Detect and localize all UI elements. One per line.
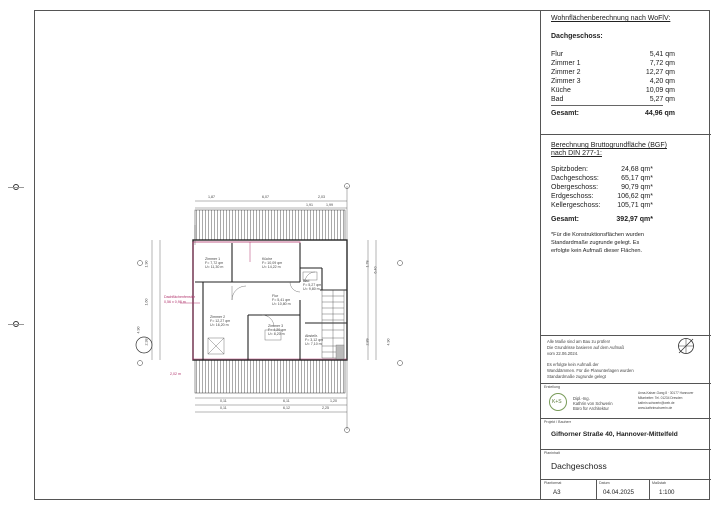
dim-top-1: 1,87 — [208, 195, 215, 199]
hinweis-1: Alle Maße sind am Bau zu prüfen! — [547, 339, 611, 344]
hinweis-2: Die Grundrisse basieren auf dem Aufmaß — [547, 345, 625, 350]
date-value: 04.04.2025 — [603, 489, 634, 496]
divider-3 — [541, 383, 711, 384]
hinweis-4: Es erfolgte kein Aufmaß der — [547, 362, 599, 367]
dim-top-3: 2,03 — [318, 195, 325, 199]
dim-bottom-3: 1,20 — [330, 399, 337, 403]
dim-bottom-2: 6,11 — [283, 399, 290, 403]
wf-row-zimmer2: Zimmer 2 12,27 qm — [551, 69, 675, 76]
date-label: Datum — [599, 481, 610, 485]
footer-sep-1 — [596, 479, 597, 500]
dim-bottom-5: 6,12 — [283, 406, 290, 410]
pink-label-window-size: 0,56 x 0,98 m — [164, 300, 186, 304]
format-value: A3 — [553, 489, 561, 496]
office-addr-3: kathrin.schwerin@web.de — [638, 401, 675, 405]
wf-row-kueche: Küche 10,09 qm — [551, 87, 675, 94]
bgf-note-3: erfolgte kein Aufmaß dieser Flächen. — [551, 248, 643, 254]
dim-bottom-1: 0,11 — [220, 399, 227, 403]
dim-top-4: 1,91 — [306, 203, 313, 207]
wf-sum-line — [551, 105, 663, 106]
bgf-title-2: nach DIN 277-1: — [551, 150, 602, 157]
dim-left-4: 2,38 — [144, 338, 149, 346]
wf-row-zimmer3: Zimmer 3 4,20 qm — [551, 78, 675, 85]
office-section-label: Erstellung — [544, 385, 560, 389]
wohnflaeche-subtitle: Dachgeschoss: — [551, 33, 603, 40]
divider-2 — [541, 335, 711, 336]
hinweis-5: Wanddämmen. Für die Planunterlagen wurden — [547, 368, 634, 373]
bgf-row-erdgeschoss: Erdgeschoss: 106,62 qm* — [551, 193, 653, 200]
room-bad: Bad F= 5,27 qm U= 9,80 m — [303, 279, 322, 291]
project-label: Projekt / Bauherr — [544, 420, 571, 424]
dim-right-1: 1,78 — [365, 260, 370, 268]
pink-label-height: 2,02 m — [170, 372, 181, 376]
dim-right-4: 4,90 — [386, 338, 391, 346]
room-abstell: Abstellr. F= 3,12 qm U= 7,10 m — [305, 334, 324, 346]
dim-left-1: 1,90 — [144, 260, 149, 268]
office-line-1: Dipl.-Ing. — [573, 396, 590, 401]
divider-5 — [541, 449, 711, 450]
bgf-row-total: Gesamt: 392,97 qm* — [551, 216, 653, 223]
dim-top-5: 1,99 — [326, 203, 333, 207]
scale-value: 1:100 — [659, 489, 675, 496]
divider-4 — [541, 418, 711, 419]
plan-label: Planinhalt — [544, 451, 560, 455]
bgf-row-spitzboden: Spitzboden: 24,68 qm* — [551, 166, 653, 173]
dim-right-3: 2,89 — [365, 338, 370, 346]
office-logo-text: K+S — [552, 399, 562, 405]
plan-name: Dachgeschoss — [551, 461, 607, 471]
wf-row-total: Gesamt: 44,96 qm — [551, 110, 675, 117]
bgf-row-kellergeschoss: Kellergeschoss: 105,71 qm* — [551, 202, 653, 209]
bgf-note-2: Standardmaße zugrunde gelegt. Es — [551, 240, 640, 246]
dim-left-3: 4,90 — [136, 326, 141, 334]
office-addr-1: Anna-Kaiser-Gang 8 · 30177 Hannover — [638, 391, 694, 395]
title-block — [540, 10, 710, 500]
format-label: Planformat — [544, 481, 562, 485]
divider-1 — [541, 134, 711, 135]
bgf-note-1: *Für die Konstruktionsflächen wurden — [551, 232, 644, 238]
bgf-row-dachgeschoss: Dachgeschoss: 65,17 qm* — [551, 175, 653, 182]
wf-row-zimmer1: Zimmer 1 7,72 qm — [551, 60, 675, 67]
office-addr-2: Mitarbeiter: Tel. 01234 Dresden — [638, 396, 683, 400]
dim-bottom-4: 0,11 — [220, 406, 227, 410]
dim-right-2: 6,40 — [373, 266, 378, 274]
room-zimmer2: Zimmer 2 F= 12,27 qm U= 16,20 m — [210, 315, 231, 327]
wohnflaeche-title: Wohnflächenberechnung nach WoFlV: — [551, 15, 671, 22]
stair-rail — [336, 345, 344, 359]
office-line-2: Kathrin von Schwerin — [573, 401, 613, 406]
pink-label-window: Dachflächenfenster — [164, 295, 195, 299]
roof-hatch-bottom — [195, 360, 345, 393]
hinweis-6: Standardmaße zugrunde gelegt — [547, 374, 606, 379]
wf-row-flur: Flur 5,41 qm — [551, 51, 675, 58]
room-zimmer1: Zimmer 1 F= 7,72 qm U= 11,30 m — [205, 257, 224, 269]
office-line-3: Büro für Architektur — [573, 406, 609, 411]
bgf-title-1: Berechnung Bruttogrundfläche (BGF) — [551, 142, 667, 149]
dim-bottom-6: 2,25 — [322, 406, 329, 410]
office-addr-4: www.kathrinschwerin.de — [638, 406, 673, 410]
room-kueche: Küche F= 10,09 qm U= 14,22 m — [262, 257, 283, 269]
room-zimmer3: Zimmer 3 F= 4,20 qm U= 8,20 m — [268, 324, 287, 336]
wf-row-bad: Bad 5,27 qm — [551, 96, 675, 103]
divider-6 — [541, 479, 711, 480]
bgf-row-obergeschoss: Obergeschoss: 90,79 qm* — [551, 184, 653, 191]
dim-left-2: 1,60 — [144, 298, 149, 306]
project-address: Gifhorner Straße 40, Hannover-Mittelfeld — [551, 431, 678, 438]
dim-top-2: 6,07 — [262, 195, 269, 199]
footer-sep-2 — [649, 479, 650, 500]
roof-hatch-top — [195, 210, 345, 240]
room-flur: Flur F= 5,41 qm U= 10,80 m — [272, 294, 291, 306]
scale-label: Maßstab — [652, 481, 666, 485]
hinweis-3: vom 22.06.2024. — [547, 351, 579, 356]
